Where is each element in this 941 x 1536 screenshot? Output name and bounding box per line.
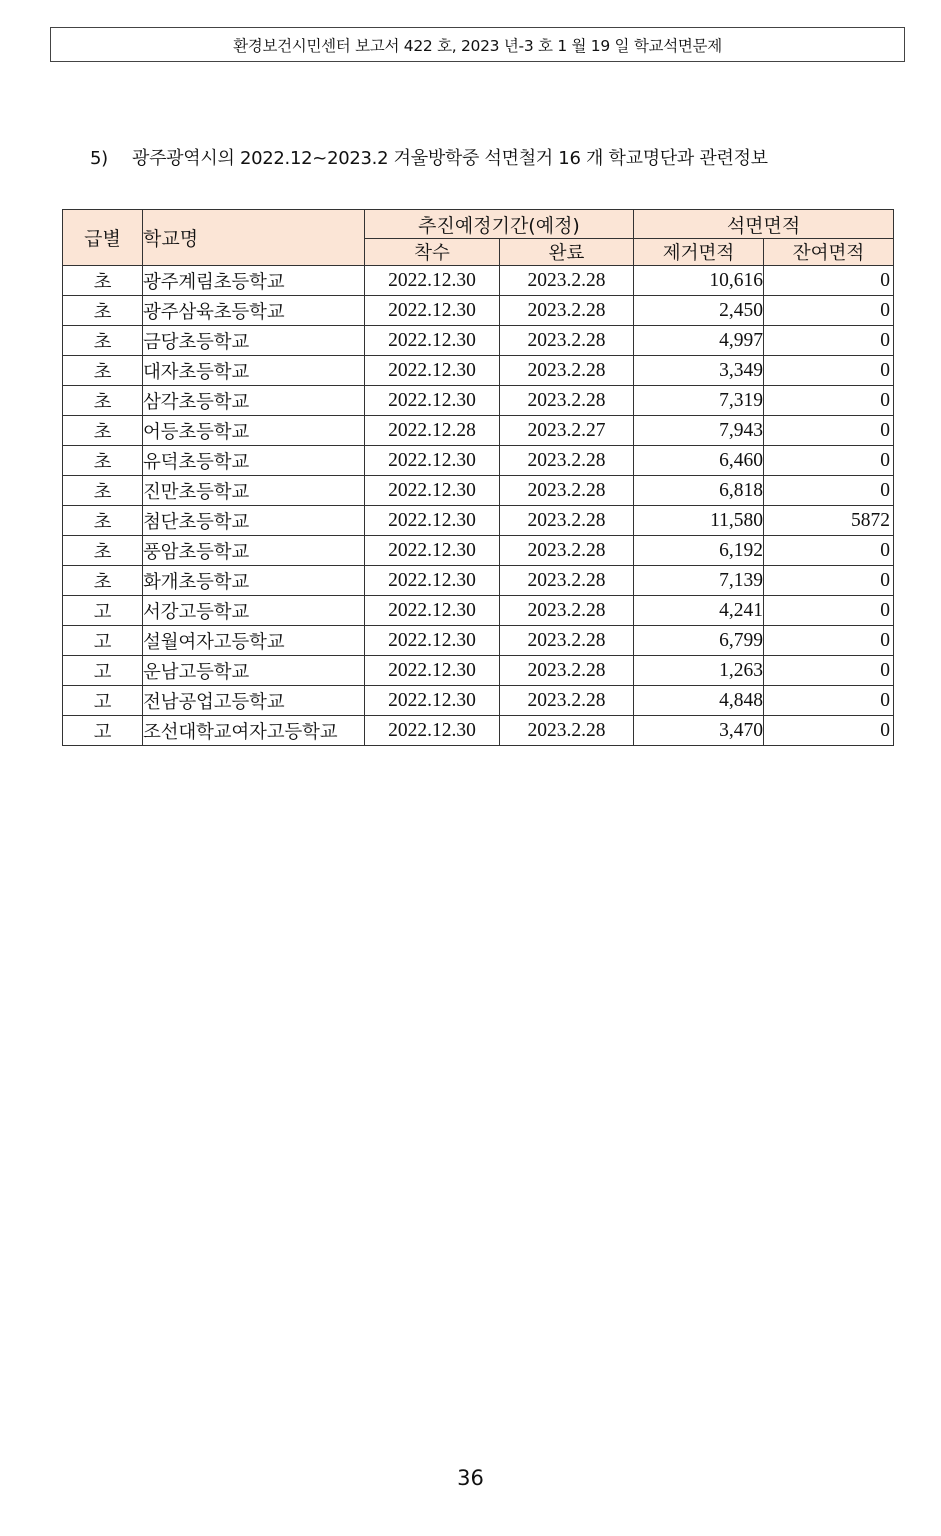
cell-start-date: 2022.12.30 <box>365 326 500 356</box>
cell-end-date: 2023.2.28 <box>500 476 634 506</box>
cell-removed-area: 3,349 <box>634 356 764 386</box>
cell-removed-area: 2,450 <box>634 296 764 326</box>
page-number: 36 <box>457 1466 484 1490</box>
cell-grade: 초 <box>63 416 143 446</box>
header-asbestos-area: 석면면적 <box>634 210 894 239</box>
table-body <box>63 266 894 746</box>
header-remaining-area: 잔여면적 <box>764 239 894 266</box>
cell-end-date: 2023.2.28 <box>500 656 634 686</box>
cell-school-name: 금당초등학교 <box>143 326 365 356</box>
cell-school-name: 운남고등학교 <box>143 656 365 686</box>
running-header <box>50 27 905 62</box>
cell-school-name: 진만초등학교 <box>143 476 365 506</box>
cell-start-date: 2022.12.30 <box>365 596 500 626</box>
cell-grade: 초 <box>63 326 143 356</box>
cell-school-name: 전남공업고등학교 <box>143 686 365 716</box>
cell-remaining-area: 0 <box>764 596 894 626</box>
asbestos-schools-table <box>62 209 894 746</box>
header-start: 착수 <box>365 239 500 266</box>
cell-remaining-area: 0 <box>764 356 894 386</box>
cell-remaining-area: 0 <box>764 326 894 356</box>
cell-school-name: 화개초등학교 <box>143 566 365 596</box>
table-row <box>63 416 894 446</box>
section-title-text: 광주광역시의 2022.12~2023.2 겨울방학중 석면철거 16 개 학교명단과 관련정보 <box>132 148 768 169</box>
header-grade: 급별 <box>63 210 143 266</box>
table-row <box>63 626 894 656</box>
cell-school-name: 설월여자고등학교 <box>143 626 365 656</box>
cell-grade: 고 <box>63 626 143 656</box>
cell-removed-area: 6,818 <box>634 476 764 506</box>
cell-remaining-area: 0 <box>764 446 894 476</box>
header-end: 완료 <box>500 239 634 266</box>
cell-school-name: 서강고등학교 <box>143 596 365 626</box>
cell-remaining-area: 0 <box>764 266 894 296</box>
cell-grade: 초 <box>63 446 143 476</box>
cell-remaining-area: 0 <box>764 476 894 506</box>
table-header-row <box>63 210 894 239</box>
cell-start-date: 2022.12.30 <box>365 566 500 596</box>
cell-removed-area: 7,319 <box>634 386 764 416</box>
table-row <box>63 476 894 506</box>
cell-start-date: 2022.12.30 <box>365 266 500 296</box>
cell-grade: 고 <box>63 716 143 746</box>
cell-start-date: 2022.12.30 <box>365 626 500 656</box>
cell-start-date: 2022.12.30 <box>365 296 500 326</box>
cell-school-name: 광주계림초등학교 <box>143 266 365 296</box>
cell-start-date: 2022.12.28 <box>365 416 500 446</box>
cell-removed-area: 1,263 <box>634 656 764 686</box>
cell-removed-area: 6,192 <box>634 536 764 566</box>
cell-removed-area: 6,460 <box>634 446 764 476</box>
cell-start-date: 2022.12.30 <box>365 386 500 416</box>
cell-end-date: 2023.2.28 <box>500 596 634 626</box>
cell-end-date: 2023.2.28 <box>500 566 634 596</box>
cell-remaining-area: 0 <box>764 416 894 446</box>
cell-remaining-area: 0 <box>764 656 894 686</box>
cell-end-date: 2023.2.27 <box>500 416 634 446</box>
cell-end-date: 2023.2.28 <box>500 446 634 476</box>
cell-start-date: 2022.12.30 <box>365 356 500 386</box>
cell-end-date: 2023.2.28 <box>500 296 634 326</box>
cell-grade: 고 <box>63 596 143 626</box>
cell-start-date: 2022.12.30 <box>365 686 500 716</box>
cell-school-name: 유덕초등학교 <box>143 446 365 476</box>
cell-removed-area: 4,848 <box>634 686 764 716</box>
cell-grade: 초 <box>63 356 143 386</box>
cell-school-name: 풍암초등학교 <box>143 536 365 566</box>
cell-end-date: 2023.2.28 <box>500 686 634 716</box>
cell-removed-area: 7,139 <box>634 566 764 596</box>
cell-school-name: 삼각초등학교 <box>143 386 365 416</box>
section-title <box>90 144 768 170</box>
cell-remaining-area: 0 <box>764 566 894 596</box>
cell-end-date: 2023.2.28 <box>500 536 634 566</box>
table-row <box>63 446 894 476</box>
table-row <box>63 596 894 626</box>
cell-grade: 초 <box>63 296 143 326</box>
cell-grade: 초 <box>63 266 143 296</box>
table-row <box>63 656 894 686</box>
table-row <box>63 356 894 386</box>
header-removed-area: 제거면적 <box>634 239 764 266</box>
table-row <box>63 686 894 716</box>
cell-end-date: 2023.2.28 <box>500 626 634 656</box>
cell-end-date: 2023.2.28 <box>500 716 634 746</box>
header-school-name: 학교명 <box>143 210 365 266</box>
table-row <box>63 266 894 296</box>
cell-removed-area: 4,997 <box>634 326 764 356</box>
cell-school-name: 첨단초등학교 <box>143 506 365 536</box>
cell-removed-area: 7,943 <box>634 416 764 446</box>
cell-remaining-area: 0 <box>764 386 894 416</box>
cell-end-date: 2023.2.28 <box>500 266 634 296</box>
cell-removed-area: 6,799 <box>634 626 764 656</box>
cell-start-date: 2022.12.30 <box>365 656 500 686</box>
cell-remaining-area: 5872 <box>764 506 894 536</box>
section-number: 5) <box>90 148 108 169</box>
table-row <box>63 386 894 416</box>
cell-start-date: 2022.12.30 <box>365 446 500 476</box>
table-row <box>63 296 894 326</box>
cell-end-date: 2023.2.28 <box>500 506 634 536</box>
cell-end-date: 2023.2.28 <box>500 356 634 386</box>
cell-start-date: 2022.12.30 <box>365 536 500 566</box>
table-row <box>63 566 894 596</box>
table-row <box>63 536 894 566</box>
cell-grade: 고 <box>63 686 143 716</box>
cell-removed-area: 11,580 <box>634 506 764 536</box>
cell-end-date: 2023.2.28 <box>500 326 634 356</box>
cell-school-name: 어등초등학교 <box>143 416 365 446</box>
cell-remaining-area: 0 <box>764 626 894 656</box>
cell-start-date: 2022.12.30 <box>365 476 500 506</box>
cell-grade: 초 <box>63 506 143 536</box>
cell-grade: 초 <box>63 536 143 566</box>
table-row <box>63 716 894 746</box>
cell-remaining-area: 0 <box>764 716 894 746</box>
table-row <box>63 506 894 536</box>
cell-school-name: 조선대학교여자고등학교 <box>143 716 365 746</box>
cell-grade: 고 <box>63 656 143 686</box>
cell-grade: 초 <box>63 476 143 506</box>
table-row <box>63 326 894 356</box>
cell-start-date: 2022.12.30 <box>365 716 500 746</box>
cell-removed-area: 3,470 <box>634 716 764 746</box>
cell-grade: 초 <box>63 386 143 416</box>
cell-remaining-area: 0 <box>764 686 894 716</box>
cell-remaining-area: 0 <box>764 296 894 326</box>
cell-school-name: 대자초등학교 <box>143 356 365 386</box>
running-header-text: 환경보건시민센터 보고서 422 호, 2023 년-3 호 1 월 19 일 학교석면문제 <box>233 36 722 55</box>
cell-removed-area: 4,241 <box>634 596 764 626</box>
cell-remaining-area: 0 <box>764 536 894 566</box>
header-period: 추진예정기간(예정) <box>365 210 634 239</box>
cell-grade: 초 <box>63 566 143 596</box>
cell-start-date: 2022.12.30 <box>365 506 500 536</box>
cell-school-name: 광주삼육초등학교 <box>143 296 365 326</box>
cell-removed-area: 10,616 <box>634 266 764 296</box>
cell-end-date: 2023.2.28 <box>500 386 634 416</box>
